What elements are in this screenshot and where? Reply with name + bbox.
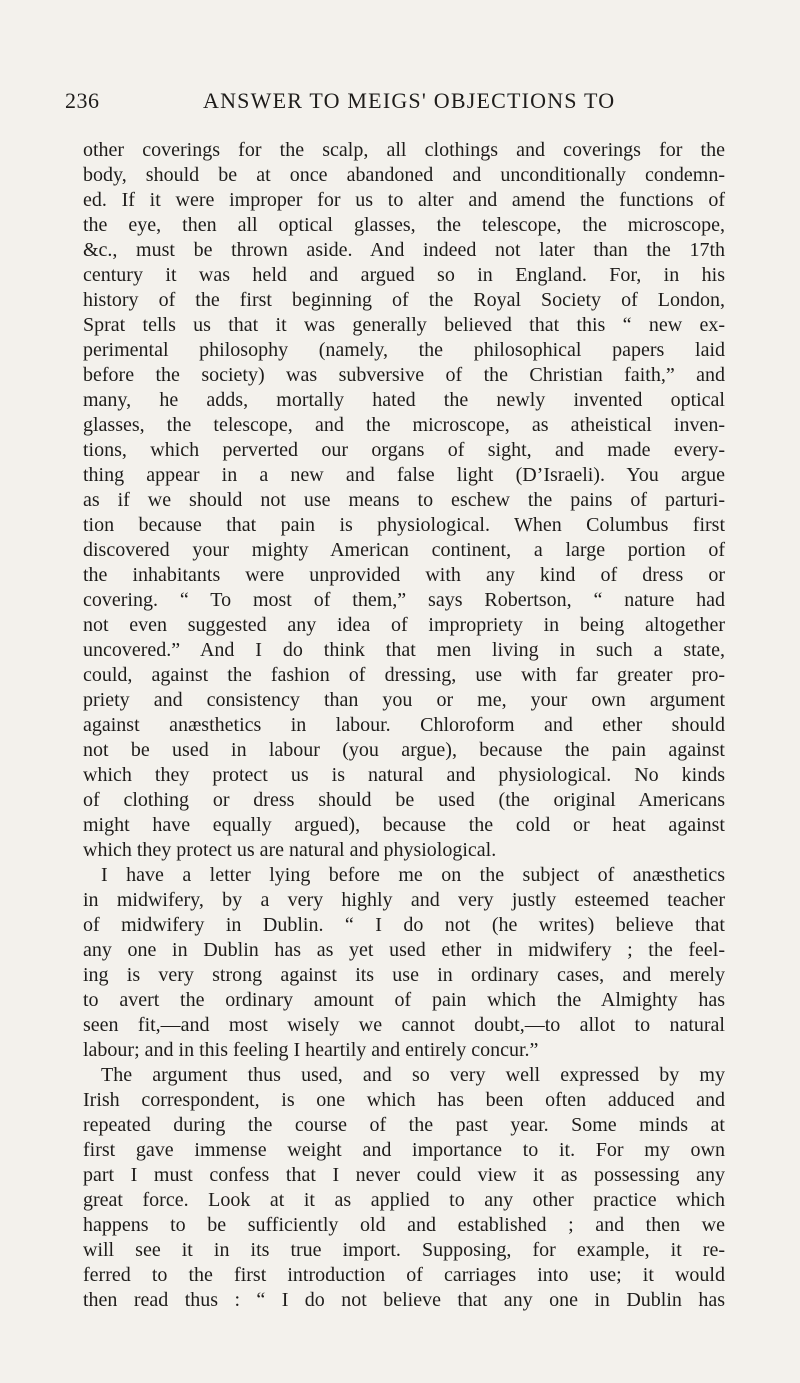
text-line: of clothing or dress should be used (the original Americans [83,789,725,811]
text-line: seen fit,—and most wisely we cannot doubt,—to allot to natural [83,1014,725,1036]
text-line: part I must confess that I never could view it as possessing any [83,1164,725,1186]
text-line: thing appear in a new and false light (D’Israeli). You argue [83,464,725,486]
text-line: great force. Look at it as applied to any other practice which [83,1189,725,1211]
text-line: before the society) was subversive of the Christian faith,” and [83,364,725,386]
running-title: ANSWER TO MEIGS' OBJECTIONS TO [203,88,616,113]
text-line: any one in Dublin has as yet used ether in midwifery ; the feel- [83,939,725,961]
text-line: which they protect us are natural and physiological. [83,839,497,861]
text-line: &c., must be thrown aside. And indeed not later than the 17th [83,239,725,261]
text-line: covering. “ To most of them,” says Robertson, “ nature had [83,589,725,611]
text-line: Irish correspondent, is one which has been often adduced and [83,1089,725,1111]
text-line: Sprat tells us that it was generally believed that this “ new ex- [83,314,725,336]
text-line: the inhabitants were unprovided with any kind of dress or [83,564,725,586]
text-line: ferred to the first introduction of carriages into use; it would [83,1264,725,1286]
text-line: of midwifery in Dublin. “ I do not (he writes) believe that [83,914,725,936]
text-line: as if we should not use means to eschew the pains of parturi- [83,489,725,511]
text-line: against anæsthetics in labour. Chloroform and ether should [83,714,725,736]
text-line: discovered your mighty American continent, a large portion of [83,539,725,561]
text-line: labour; and in this feeling I heartily and entirely concur.” [83,1039,539,1061]
text-line: might have equally argued), because the cold or heat against [83,814,725,836]
text-line: to avert the ordinary amount of pain which the Almighty has [83,989,725,1011]
text-line: body, should be at once abandoned and unconditionally condemn- [83,164,725,186]
text-line: tion because that pain is physiological. When Columbus first [83,514,725,536]
text-line: not be used in labour (you argue), because the pain against [83,739,725,761]
text-line: other coverings for the scalp, all clothings and coverings for the [83,139,725,161]
text-line: The argument thus used, and so very well expressed by my [101,1064,725,1086]
text-line: glasses, the telescope, and the microscope, as atheistical inven- [83,414,725,436]
text-line: could, against the fashion of dressing, use with far greater pro- [83,664,725,686]
body-text [83,138,725,1313]
text-line: repeated during the course of the past year. Some minds at [83,1114,725,1136]
page-number: 236 [65,88,100,113]
text-line: history of the first beginning of the Royal Society of London, [83,289,725,311]
text-line: happens to be sufficiently old and established ; and then we [83,1214,725,1236]
text-line: the eye, then all optical glasses, the telescope, the microscope, [83,214,725,236]
text-line: uncovered.” And I do think that men living in such a state, [83,639,725,661]
running-head [65,88,735,118]
text-line: ed. If it were improper for us to alter and amend the functions of [83,189,725,211]
text-line: many, he adds, mortally hated the newly invented optical [83,389,725,411]
text-line: not even suggested any idea of impropriety in being altogether [83,614,725,636]
text-line: priety and consistency than you or me, your own argument [83,689,725,711]
text-line: in midwifery, by a very highly and very justly esteemed teacher [83,889,725,911]
text-line: then read thus : “ I do not believe that any one in Dublin has [83,1289,725,1311]
text-line: perimental philosophy (namely, the philosophical papers laid [83,339,725,361]
text-line: first gave immense weight and importance to it. For my own [83,1139,725,1161]
text-line: which they protect us is natural and physiological. No kinds [83,764,725,786]
text-line: ing is very strong against its use in ordinary cases, and merely [83,964,725,986]
text-line: tions, which perverted our organs of sight, and made every- [83,439,725,461]
text-line: century it was held and argued so in England. For, in his [83,264,725,286]
text-line: I have a letter lying before me on the subject of anæsthetics [101,864,725,886]
text-line: will see it in its true import. Supposing, for example, it re- [83,1239,725,1261]
